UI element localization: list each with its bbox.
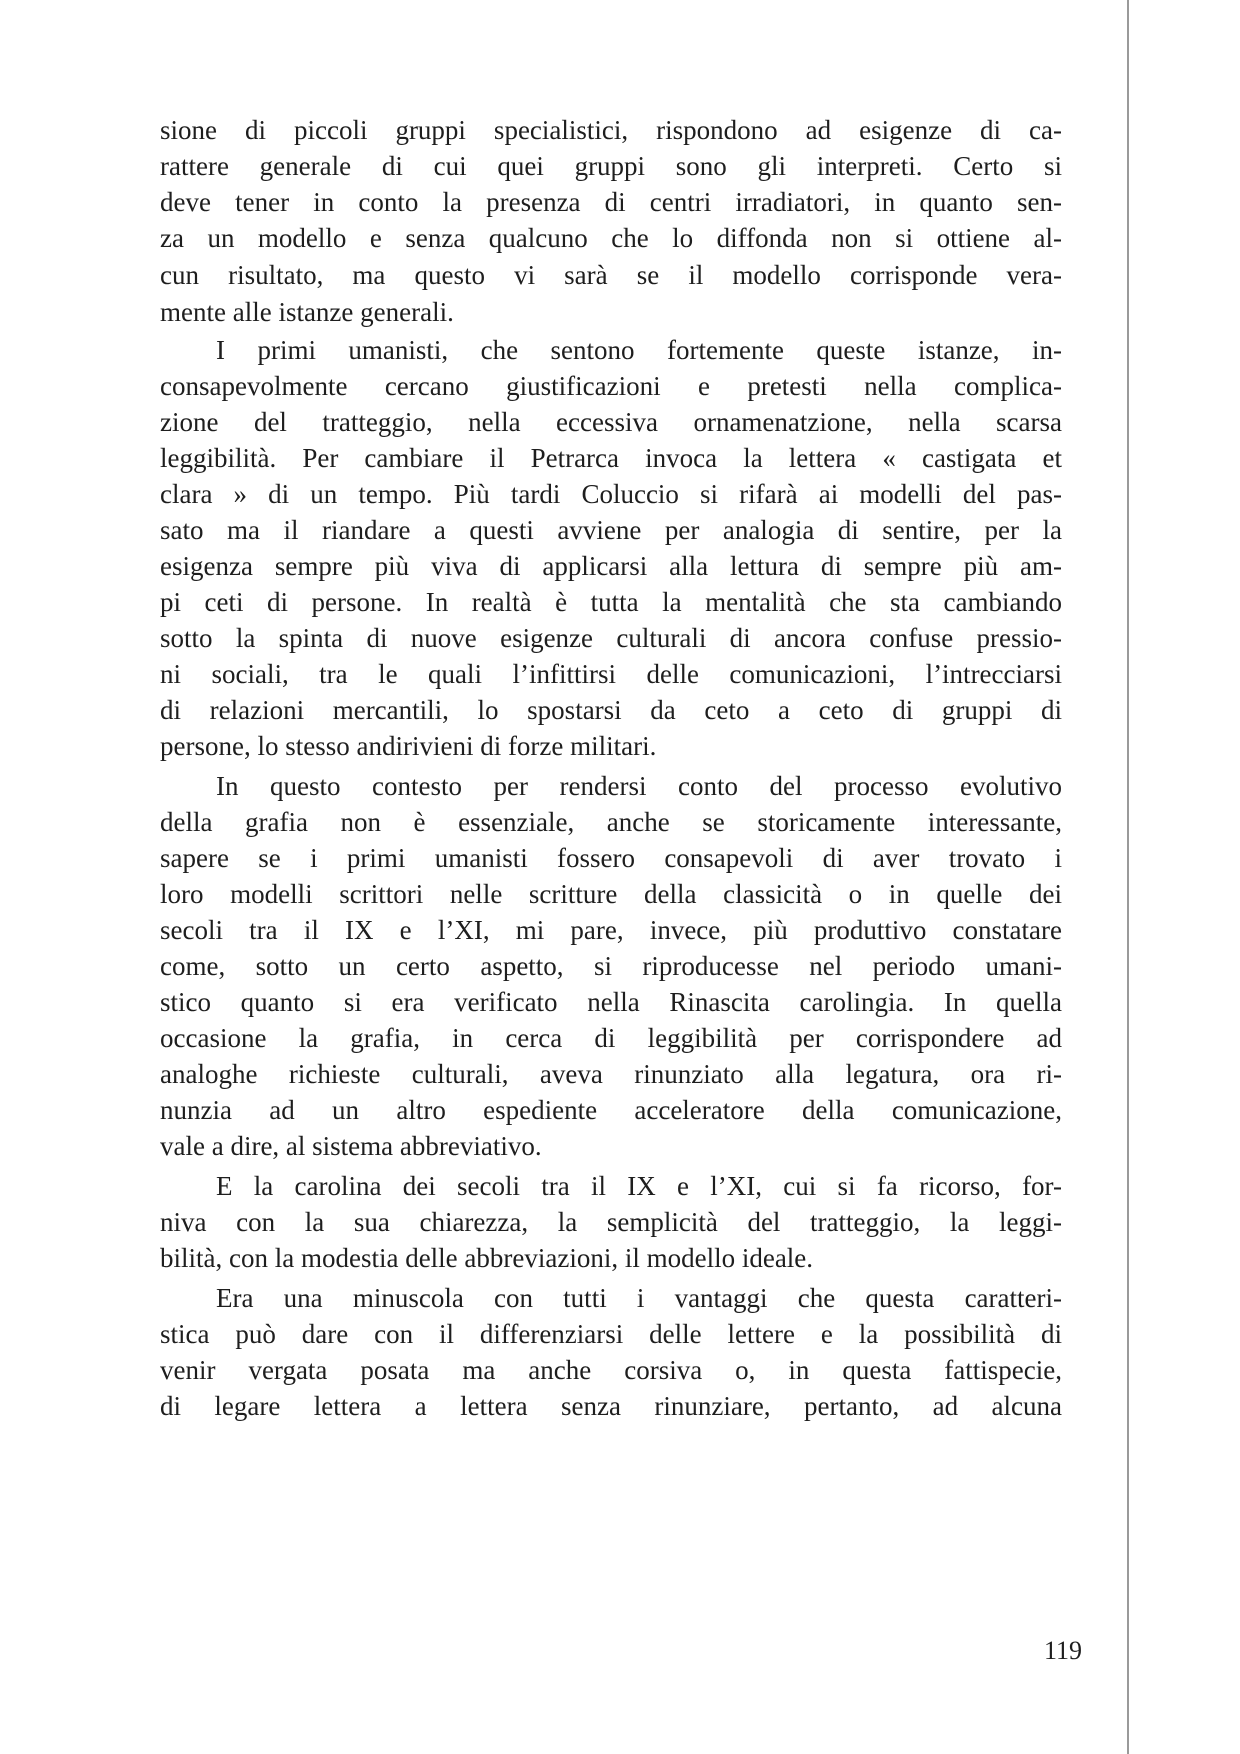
text-line: mente alle istanze generali.	[160, 297, 454, 327]
text-line: sione di piccoli gruppi specialistici, rispondono ad esigenze di ca-	[160, 115, 1062, 145]
text-line: cun risultato, ma questo vi sarà se il modello corrisponde vera-	[160, 260, 1062, 290]
text-line: I primi umanisti, che sentono fortemente queste istanze, in-	[216, 335, 1062, 365]
text-line: pi ceti di persone. In realtà è tutta la mentalità che sta cambiando	[160, 587, 1062, 617]
text-line: di relazioni mercantili, lo spostarsi da ceto a ceto di gruppi di	[160, 695, 1062, 725]
text-line: della grafia non è essenziale, anche se storicamente interessante,	[160, 807, 1062, 837]
text-line: bilità, con la modestia delle abbreviazioni, il modello ideale.	[160, 1243, 814, 1273]
text-line: esigenza sempre più viva di applicarsi alla lettura di sempre più am-	[160, 551, 1062, 581]
text-line: zione del tratteggio, nella eccessiva ornamenatzione, nella scarsa	[160, 407, 1062, 437]
text-line: stica può dare con il differenziarsi delle lettere e la possibilità di	[160, 1319, 1062, 1349]
text-line: ni sociali, tra le quali l’infittirsi delle comunicazioni, l’intrecciarsi	[160, 659, 1062, 689]
text-line: occasione la grafia, in cerca di leggibilità per corrispondere ad	[160, 1023, 1062, 1053]
text-line: stico quanto si era verificato nella Rinascita carolingia. In quella	[160, 987, 1062, 1017]
text-line: rattere generale di cui quei gruppi sono gli interpreti. Certo si	[160, 151, 1062, 181]
text-line: sato ma il riandare a questi avviene per analogia di sentire, per la	[160, 515, 1062, 545]
text-line: secoli tra il IX e l’XI, mi pare, invece, più produttivo constatare	[160, 915, 1062, 945]
text-line: clara » di un tempo. Più tardi Coluccio si rifarà ai modelli del pas-	[160, 479, 1062, 509]
text-line: nunzia ad un altro espediente acceleratore della comunicazione,	[160, 1095, 1062, 1125]
text-line: come, sotto un certo aspetto, si riproducesse nel periodo umani-	[160, 951, 1062, 981]
text-line: E la carolina dei secoli tra il IX e l’XI, cui si fa ricorso, for-	[216, 1171, 1062, 1201]
text-line: analoghe richieste culturali, aveva rinunziato alla legatura, ora ri-	[160, 1059, 1062, 1089]
text-line: loro modelli scrittori nelle scritture della classicità o in quelle dei	[160, 879, 1062, 909]
text-line: di legare lettera a lettera senza rinunziare, pertanto, ad alcuna	[160, 1391, 1062, 1421]
text-line: venir vergata posata ma anche corsiva o, in questa fattispecie,	[160, 1355, 1062, 1385]
text-line: leggibilità. Per cambiare il Petrarca invoca la lettera « castigata et	[160, 443, 1062, 473]
text-line: vale a dire, al sistema abbreviativo.	[160, 1131, 542, 1161]
text-line: In questo contesto per rendersi conto del processo evolutivo	[216, 771, 1062, 801]
text-line: sapere se i primi umanisti fossero consapevoli di aver trovato i	[160, 843, 1062, 873]
text-line: deve tener in conto la presenza di centri irradiatori, in quanto sen-	[160, 187, 1062, 217]
text-line: sotto la spinta di nuove esigenze culturali di ancora confuse pressio-	[160, 623, 1062, 653]
text-line: niva con la sua chiarezza, la semplicità del tratteggio, la leggi-	[160, 1207, 1062, 1237]
text-line: persone, lo stesso andirivieni di forze militari.	[160, 731, 657, 761]
text-line: Era una minuscola con tutti i vantaggi che questa caratteri-	[216, 1283, 1062, 1313]
page-number: 119	[1043, 1636, 1082, 1665]
text-line: za un modello e senza qualcuno che lo diffonda non si ottiene al-	[160, 223, 1062, 253]
page-edge-divider	[1127, 0, 1129, 1754]
text-line: consapevolmente cercano giustificazioni e pretesti nella complica-	[160, 371, 1062, 401]
